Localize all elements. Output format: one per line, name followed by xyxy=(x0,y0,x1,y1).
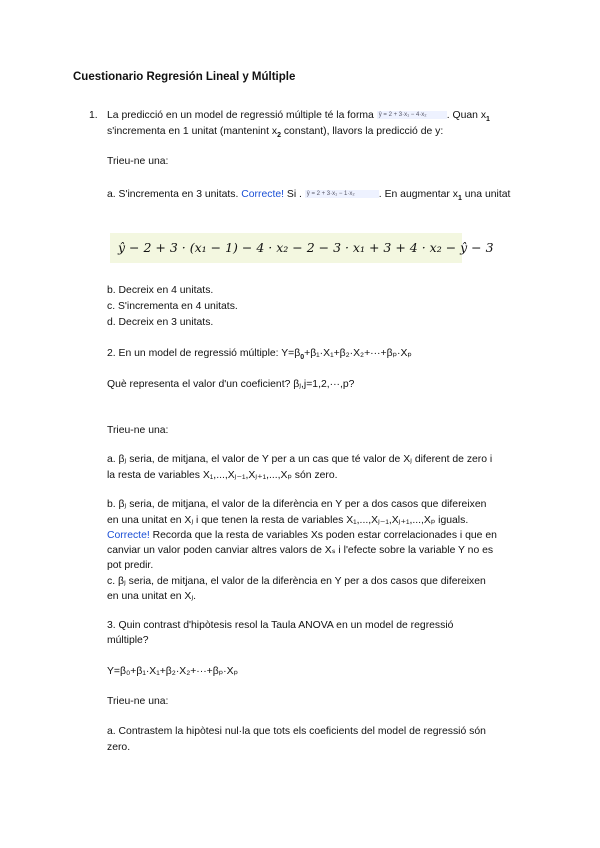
question-2-text: Què representa el valor d'un coeficient? βⱼ,j=1,2,···,p? xyxy=(107,379,355,390)
q1-text-a: La predicció en un model de regressió múltiple té la forma xyxy=(107,110,374,121)
q3-option-a-line2[interactable]: zero. xyxy=(107,742,131,753)
q1-option-c[interactable]: c. S'incrementa en 4 unitats. xyxy=(107,301,238,312)
q2-beta-zero-sub: 0 xyxy=(300,354,305,362)
q2-option-a-line2[interactable]: la resta de variables X₁,...,Xⱼ₋₁,Xⱼ₊₁,...,Xₚ són zero. xyxy=(107,470,338,481)
q1-sub-2: 2 xyxy=(277,131,281,139)
q1-text-c: s'incrementa en 1 unitat (mantenint x xyxy=(107,125,278,137)
q2-intro-text: 2. En un model de regressió múltiple: Y=β xyxy=(107,348,301,359)
q2-option-b-line2[interactable]: en una unitat en Xⱼ i que tenen la resta de variables X₁,...,Xⱼ₋₁,Xⱼ₊₁,...,Xₚ iguals. xyxy=(107,515,469,526)
q2-choose-label: Trieu-ne una: xyxy=(107,425,169,436)
q2-option-b-line1[interactable]: b. βⱼ seria, de mitjana, el valor de la diferència en Y per a dos casos que difereixen xyxy=(107,499,487,510)
formula-image-2: ŷ = 2 + 3·x₁ − 1·x₂ xyxy=(305,190,379,198)
q1-option-a-tail: una unitat xyxy=(461,189,511,200)
q1-choose-label: Trieu-ne una: xyxy=(107,156,169,167)
q2-option-b-line4: canviar un valor poden canviar altres valors de Xₛ i l'efecte sobre la variable Y no es xyxy=(107,545,494,556)
equation-box: ŷ − 2 + 3 · (x₁ − 1) − 4 · x₂ − 2 − 3 · x₁ + 3 + 4 · x₂ − ŷ − 3 xyxy=(110,233,462,263)
formula-image-1: ŷ = 2 + 3·x₁ − 4·x₂ xyxy=(377,111,447,119)
q1-option-a-text: a. S'incrementa en 3 unitats. xyxy=(107,189,242,200)
question-3-line2: múltiple? xyxy=(107,635,149,646)
q2-option-b-line3 xyxy=(107,528,527,544)
page-title: Cuestionario Regresión Lineal y Múltiple xyxy=(73,71,296,83)
q1-option-d[interactable]: d. Decreix en 3 unitats. xyxy=(107,317,214,328)
q2-option-a-line1[interactable]: a. βⱼ seria, de mitjana, el valor de Y per a un cas que té valor de Xⱼ diferent de zero i xyxy=(107,454,493,465)
q1-text-b: . Quan x xyxy=(446,110,487,121)
q2-option-b-line5: pot predir. xyxy=(107,560,154,571)
q2-option-c-line2[interactable]: en una unitat en Xⱼ. xyxy=(107,591,197,602)
q1-option-a-sub: 1 xyxy=(457,195,462,203)
q1-text-d: constant), llavors la predicció de y: xyxy=(280,125,444,137)
q2-option-b-text3: Recorda que la resta de variables Xs poden estar correlacionades i que en xyxy=(149,530,497,541)
question-1-number: 1. xyxy=(89,110,98,121)
q1-correct-label: Correcte! xyxy=(241,189,284,200)
question-3-line1: 3. Quin contrast d'hipòtesis resol la Taula ANOVA en un model de regressió xyxy=(107,620,454,631)
q1-option-a-after: . En augmentar x xyxy=(378,189,458,200)
q2-model-rest: +β₁·X₁+β₂·X₂+···+βₚ·Xₚ xyxy=(304,348,412,359)
q1-si-text: Si . xyxy=(284,189,305,200)
q1-option-b[interactable]: b. Decreix en 4 unitats. xyxy=(107,285,214,296)
question-2-intro xyxy=(107,346,527,362)
q1-option-a[interactable] xyxy=(107,187,527,203)
q1-sub-1: 1 xyxy=(486,116,490,124)
q3-model: Y=β₀+β₁·X₁+β₂·X₂+···+βₚ·Xₚ xyxy=(107,666,239,677)
q3-option-a-line1[interactable]: a. Contrastem la hipòtesi nul·la que tots els coeficients del model de regressió són xyxy=(107,726,486,737)
q2-correct-label: Correcte! xyxy=(107,530,150,541)
q3-choose-label: Trieu-ne una: xyxy=(107,696,169,707)
q2-option-c-line1[interactable]: c. βⱼ seria, de mitjana, el valor de la diferència en Y per a dos casos que difereixen xyxy=(107,576,486,587)
question-1-text xyxy=(107,108,527,139)
